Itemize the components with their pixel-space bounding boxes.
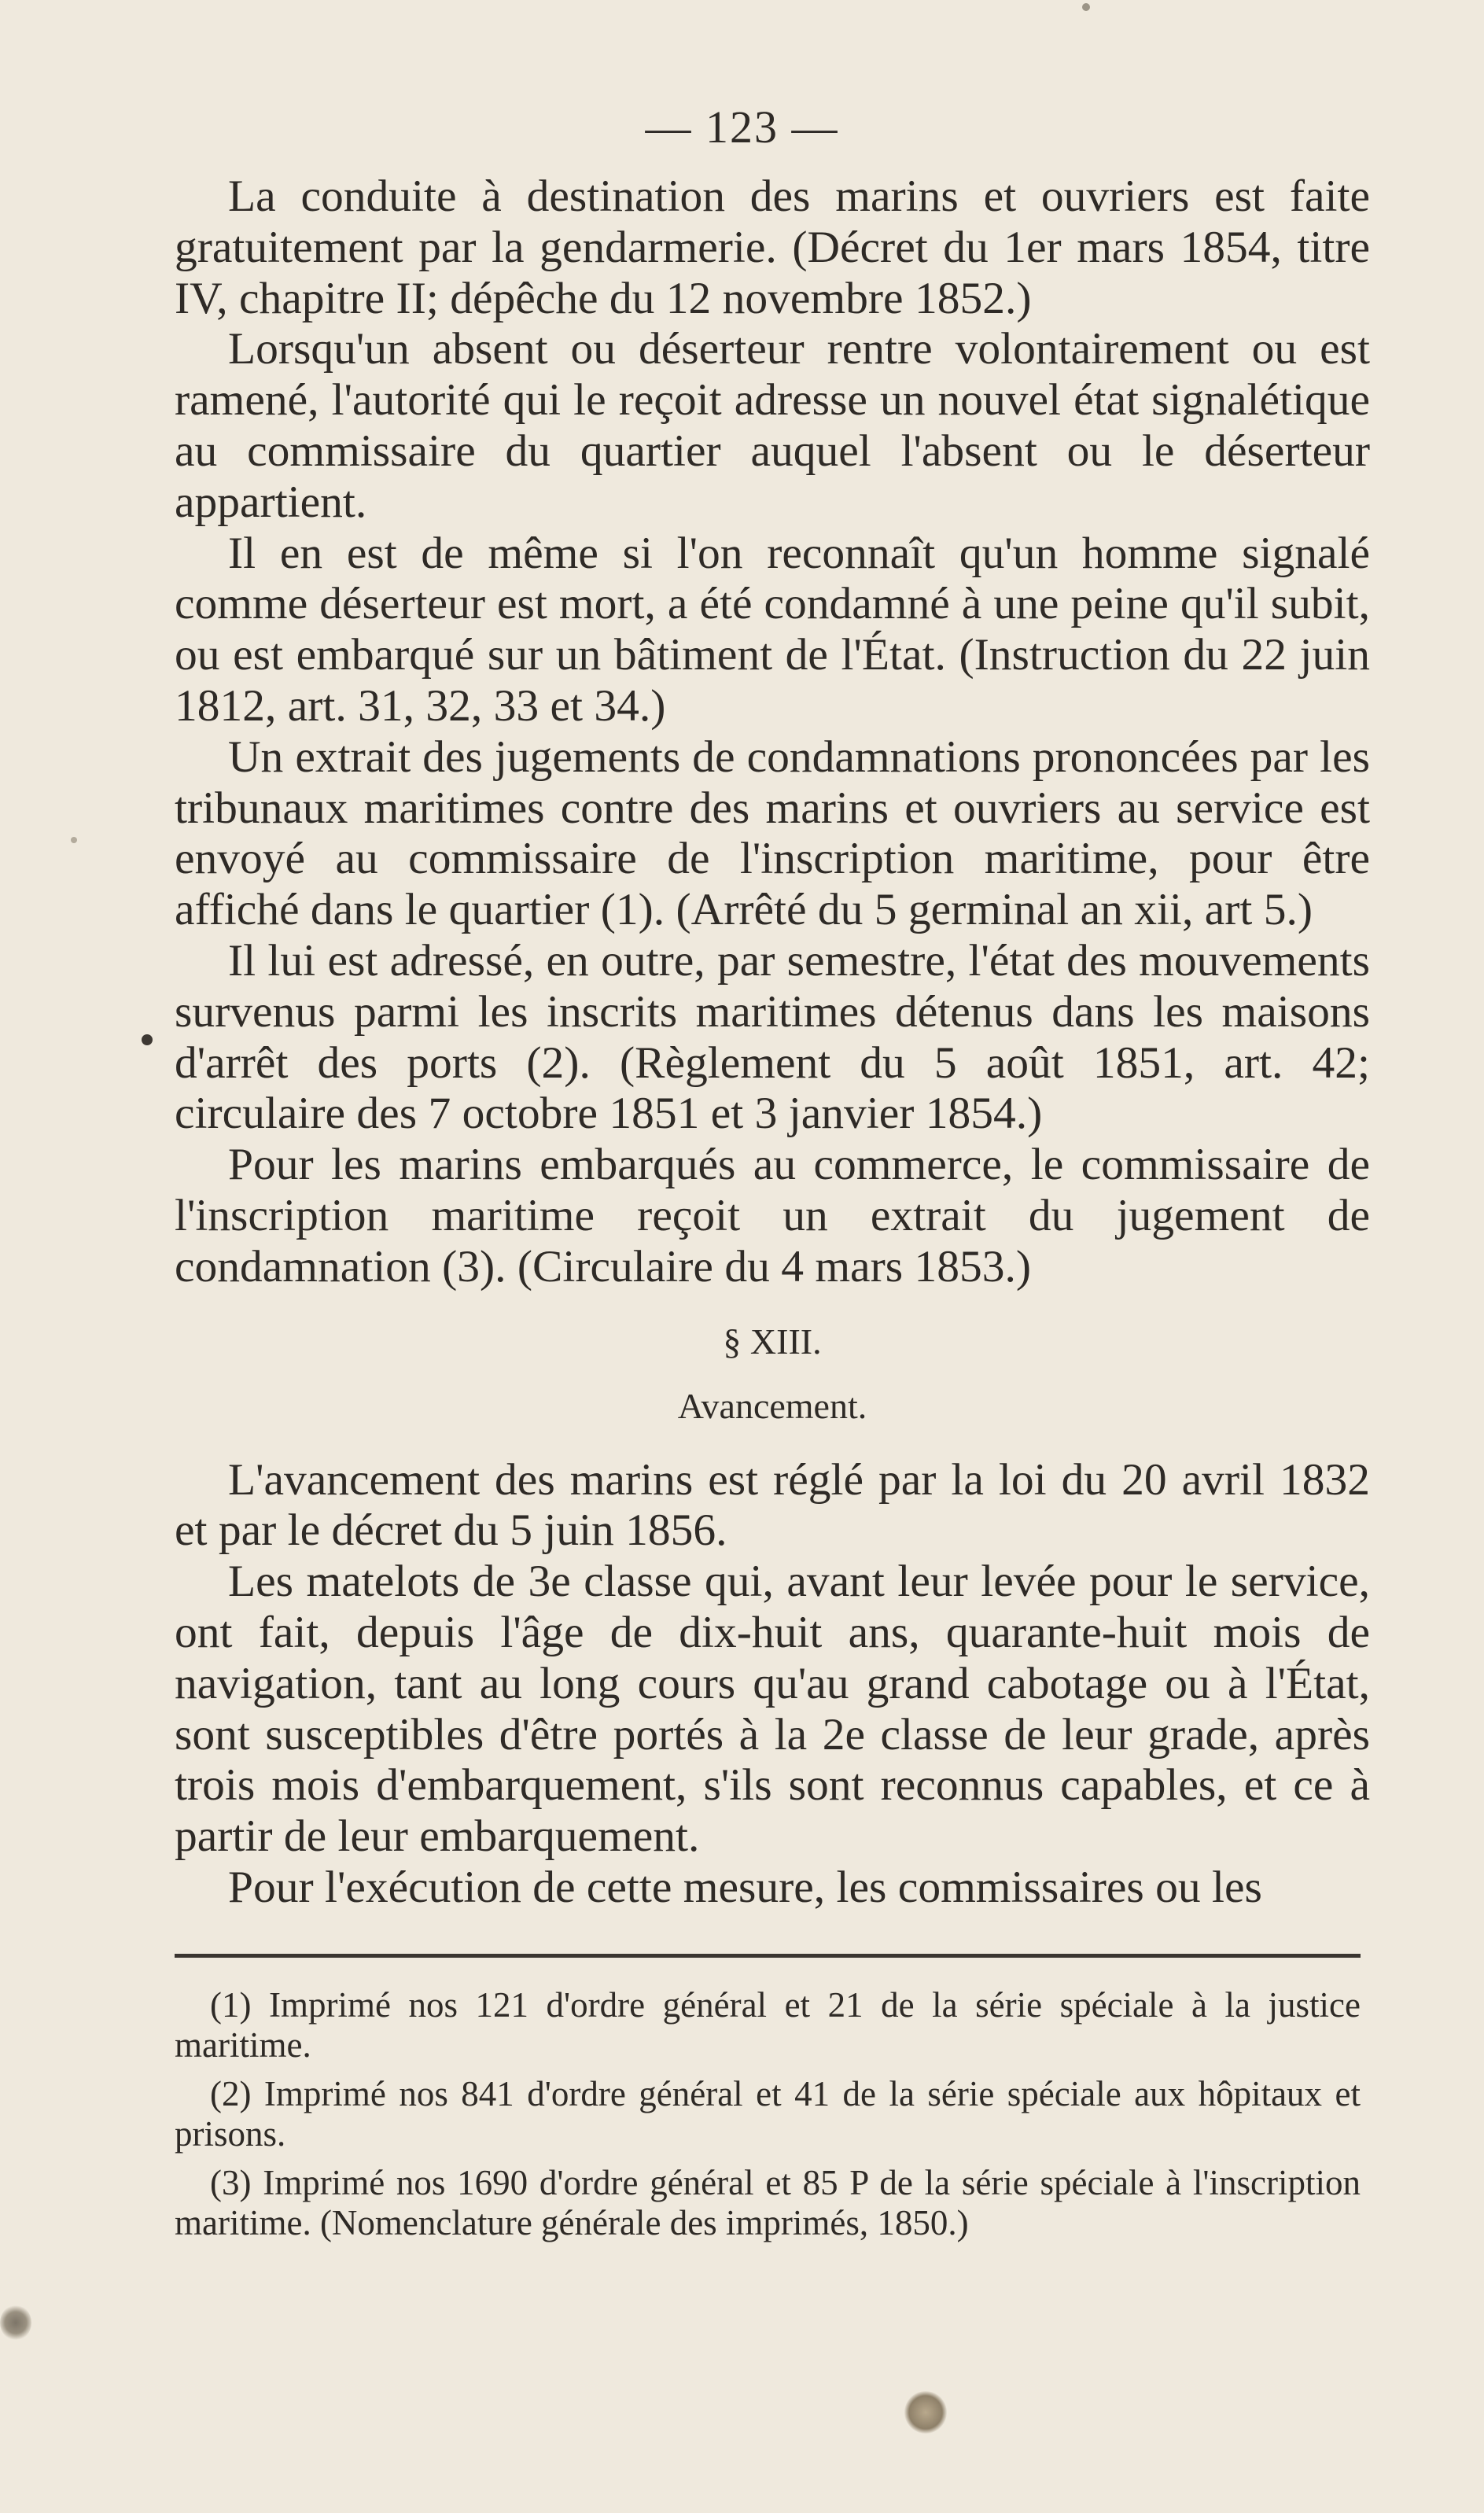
- ink-dot: [71, 837, 77, 843]
- paragraph: Il lui est adressé, en outre, par semestre, l'état des mouvements survenus parmi les inscrits maritimes détenus dans les maisons d'arrêt des ports (2). (Règlement du 5 août 1851, art. 42; circulaire des 7 octobre 1851 et 3 janvier 1854.): [175, 935, 1370, 1139]
- paper-stain: [904, 2391, 947, 2434]
- paragraph: Pour l'exécution de cette mesure, les commissaires ou les: [228, 1862, 1262, 1912]
- paragraph: Pour les marins embarqués au commerce, le commissaire de l'inscription maritime reçoit un extrait du jugement de condamnation (3). (Circulaire du 4 mars 1853.): [175, 1140, 1370, 1292]
- footnotes: [175, 1985, 1361, 2252]
- footnote: (1) Imprimé nos 121 d'ordre général et 21 de la série spéciale à la justice maritime.: [175, 1985, 1361, 2065]
- section-title: Avancement.: [677, 1385, 867, 1426]
- footnote-separator: [175, 1954, 1361, 1958]
- section-number: § XIII.: [723, 1321, 822, 1362]
- paragraph: L'avancement des marins est réglé par la loi du 20 avril 1832 et par le décret du 5 juin 1856.: [175, 1454, 1370, 1556]
- paragraph: Lorsqu'un absent ou déserteur rentre volontairement ou est ramené, l'autorité qui le reçoit adresse un nouvel état signalétique au commissaire du quartier auquel l'absent ou le déserteur appartient.: [175, 324, 1370, 527]
- ink-dot: [1082, 3, 1090, 11]
- paper-stain: [0, 2305, 31, 2341]
- paragraph: Les matelots de 3e classe qui, avant leur levée pour le service, ont fait, depuis l'âge de dix-huit ans, quarante-huit mois de navigation, tant au long cours qu'au grand cabotage ou à l'État, sont susceptibles d'être portés à la 2e classe de leur grade, après trois mois d'embarquement, s'ils sont reconnus capables, et ce à partir de leur embarquement.: [175, 1557, 1370, 1862]
- footnote: (2) Imprimé nos 841 d'ordre général et 41 de la série spéciale aux hôpitaux et prisons.: [175, 2074, 1361, 2154]
- page-number: — 123 —: [645, 101, 839, 153]
- body-text: [175, 171, 1370, 1914]
- paragraph: Un extrait des jugements de condamnations prononcées par les tribunaux maritimes contre des marins et ouvriers au service est envoyé au commissaire de l'inscription maritime, pour être affiché dans le quartier (1). (Arrêté du 5 germinal an xii, art 5.): [175, 731, 1370, 935]
- paragraph: La conduite à destination des marins et ouvriers est faite gratuitement par la gendarmerie. (Décret du 1er mars 1854, titre IV, chapitre II; dépêche du 12 novembre 1852.): [175, 171, 1370, 323]
- paragraph: Il en est de même si l'on reconnaît qu'un homme signalé comme déserteur est mort, a été condamné à une peine qu'il subit, ou est embarqué sur un bâtiment de l'État. (Instruction du 22 juin 1812, art. 31, 32, 33 et 34.): [175, 528, 1370, 731]
- footnote: (3) Imprimé nos 1690 d'ordre général et 85 P de la série spéciale à l'inscription maritime. (Nomenclature générale des imprimés, 1850.): [175, 2163, 1361, 2242]
- ink-dot: [142, 1034, 153, 1045]
